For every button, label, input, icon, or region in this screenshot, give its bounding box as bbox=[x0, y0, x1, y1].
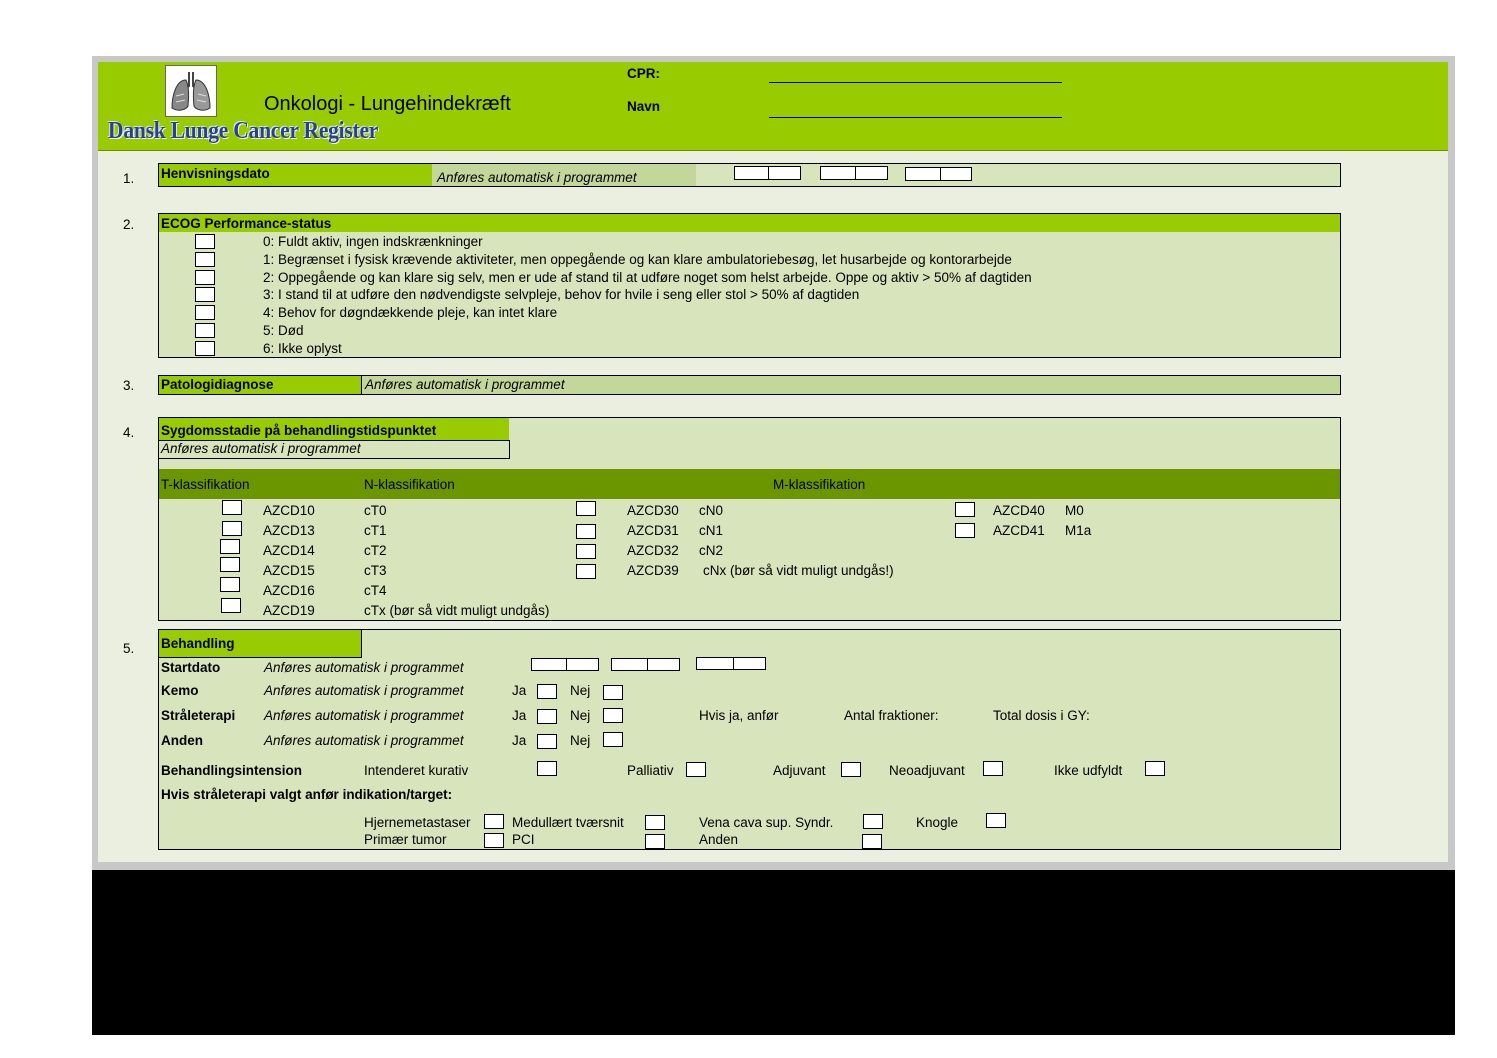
m-azcd40-checkbox[interactable] bbox=[955, 502, 975, 517]
target-option-label: Anden bbox=[699, 832, 739, 847]
section-4-auto-text: Anføres automatisk i programmet bbox=[161, 441, 361, 456]
intension-option-label: Ikke udfyldt bbox=[1054, 763, 1123, 778]
ecog-5-label: 5: Død bbox=[263, 323, 304, 338]
kemo-ja-label: Ja bbox=[512, 683, 527, 698]
kemo-label: Kemo bbox=[161, 683, 199, 698]
t-code: AZCD15 bbox=[263, 563, 315, 578]
section-2-header bbox=[159, 214, 1340, 232]
section-3-number: 3. bbox=[123, 378, 135, 393]
form-title: Onkologi - Lungehindekræft bbox=[264, 93, 511, 115]
section-5-title: Behandling bbox=[161, 636, 235, 651]
t-code: AZCD16 bbox=[263, 583, 315, 598]
name-label: Navn bbox=[627, 99, 661, 114]
referral-month-digit-2[interactable] bbox=[855, 166, 888, 180]
referral-month-digit-1[interactable] bbox=[820, 166, 856, 180]
straaleterapi-label: Stråleterapi bbox=[161, 708, 236, 723]
target-option-label: Primær tumor bbox=[364, 832, 447, 847]
t-code: AZCD14 bbox=[263, 543, 315, 558]
section-4-number: 4. bbox=[123, 425, 135, 440]
intension-ikke-udfyldt-checkbox[interactable] bbox=[1145, 761, 1165, 776]
t-code: AZCD19 bbox=[263, 603, 315, 618]
intension-option-label: Neoadjuvant bbox=[889, 763, 965, 778]
black-footer-area bbox=[92, 870, 1455, 1035]
section-5-number: 5. bbox=[123, 641, 135, 656]
t-azcd15-checkbox[interactable] bbox=[220, 557, 240, 572]
target-anden-checkbox[interactable] bbox=[862, 834, 882, 849]
t-label: cT3 bbox=[364, 563, 387, 578]
ecog-3-label: 3: I stand til at udføre den nødvendigste selvpleje, behov for hvile i seng eller stol > 50% af dagtiden bbox=[263, 287, 860, 302]
anden-auto-text: Anføres automatisk i programmet bbox=[264, 733, 464, 748]
classification-header-bar bbox=[159, 469, 1340, 499]
straaleterapi-auto-text: Anføres automatisk i programmet bbox=[264, 708, 464, 723]
t-label: cT2 bbox=[364, 543, 387, 558]
ecog-1-label: 1: Begrænset i fysisk krævende aktiviteter, men oppegående og kan klare ambulatoriebesøg, let husarbejde og kontorarbejde bbox=[263, 252, 1012, 267]
n-azcd31-checkbox[interactable] bbox=[576, 524, 596, 539]
m-code: AZCD41 bbox=[993, 523, 1045, 538]
kemo-nej-checkbox[interactable] bbox=[603, 685, 623, 700]
intension-kurativ-checkbox[interactable] bbox=[537, 761, 557, 776]
t-label: cT1 bbox=[364, 523, 387, 538]
n-code: AZCD39 bbox=[627, 563, 679, 578]
start-month-digit-1[interactable] bbox=[611, 658, 648, 671]
n-label: cN1 bbox=[699, 523, 724, 538]
m-code: AZCD40 bbox=[993, 503, 1045, 518]
t-azcd16-checkbox[interactable] bbox=[220, 577, 240, 592]
total-dosis-label: Total dosis i GY: bbox=[993, 708, 1090, 723]
name-input-line[interactable] bbox=[769, 101, 1062, 118]
straaleterapi-ja-label: Ja bbox=[512, 708, 527, 723]
ecog-6-label: 6: Ikke oplyst bbox=[263, 341, 342, 356]
ecog-6-checkbox[interactable] bbox=[195, 341, 215, 356]
straaleterapi-nej-label: Nej bbox=[570, 708, 591, 723]
referral-year-digit-1[interactable] bbox=[905, 167, 941, 181]
start-month-digit-2[interactable] bbox=[647, 658, 680, 671]
referral-day-digit-1[interactable] bbox=[734, 166, 769, 180]
anden-nej-label: Nej bbox=[570, 733, 591, 748]
start-year-digit-2[interactable] bbox=[733, 657, 766, 670]
ecog-4-checkbox[interactable] bbox=[195, 305, 215, 320]
cpr-label: CPR: bbox=[627, 66, 660, 81]
n-label: cNx (bør så vidt muligt undgås!) bbox=[703, 563, 894, 578]
t-azcd10-checkbox[interactable] bbox=[222, 500, 242, 515]
n-label: cN0 bbox=[699, 503, 724, 518]
target-option-label: Knogle bbox=[916, 815, 959, 830]
target-option-label: Medullært tværsnit bbox=[512, 815, 624, 830]
startdato-auto-text: Anføres automatisk i programmet bbox=[264, 660, 464, 675]
n-azcd39-checkbox[interactable] bbox=[576, 564, 596, 579]
n-classification-header: N-klassifikation bbox=[364, 477, 455, 492]
target-knogle-checkbox[interactable] bbox=[986, 813, 1006, 828]
ecog-4-label: 4: Behov for døgndækkende pleje, kan intet klare bbox=[263, 305, 558, 320]
t-label: cT4 bbox=[364, 583, 387, 598]
cpr-input-line[interactable] bbox=[769, 66, 1062, 83]
ecog-5-checkbox[interactable] bbox=[195, 323, 215, 338]
target-hjernemetastaser-checkbox[interactable] bbox=[484, 814, 504, 829]
intension-adjuvant-checkbox[interactable] bbox=[841, 762, 861, 777]
ecog-3-checkbox[interactable] bbox=[195, 287, 215, 302]
ecog-2-label: 2: Oppegående og kan klare sig selv, men er ude af stand til at udføre noget som helst arbejde. Oppe og aktiv > 50% af dagtiden bbox=[263, 270, 1032, 285]
n-label: cN2 bbox=[699, 543, 724, 558]
t-code: AZCD13 bbox=[263, 523, 315, 538]
ecog-1-checkbox[interactable] bbox=[195, 252, 215, 267]
section-1-title: Henvisningsdato bbox=[161, 166, 270, 181]
section-2-title: ECOG Performance-status bbox=[161, 216, 332, 231]
start-year-digit-1[interactable] bbox=[696, 657, 734, 670]
kemo-ja-checkbox[interactable] bbox=[537, 684, 557, 699]
straaleterapi-ja-checkbox[interactable] bbox=[537, 709, 557, 724]
intension-neoadjuvant-checkbox[interactable] bbox=[983, 761, 1003, 776]
t-azcd13-checkbox[interactable] bbox=[222, 521, 242, 536]
target-vena-cava-checkbox[interactable] bbox=[863, 814, 883, 829]
target-option-label: PCI bbox=[512, 832, 535, 847]
section-1-number: 1. bbox=[123, 171, 135, 186]
intension-option-label: Intenderet kurativ bbox=[364, 763, 469, 778]
t-label: cTx (bør så vidt muligt undgås) bbox=[364, 603, 550, 618]
lung-logo bbox=[165, 65, 217, 117]
antal-fraktioner-label: Antal fraktioner: bbox=[844, 708, 939, 723]
n-azcd30-checkbox[interactable] bbox=[576, 501, 596, 516]
start-day-digit-2[interactable] bbox=[566, 658, 599, 671]
anden-ja-checkbox[interactable] bbox=[537, 734, 557, 749]
target-option-label: Vena cava sup. Syndr. bbox=[699, 815, 834, 830]
intension-palliativ-checkbox[interactable] bbox=[686, 762, 706, 777]
anden-nej-checkbox[interactable] bbox=[603, 732, 623, 747]
m-classification-header: M-klassifikation bbox=[773, 477, 866, 492]
anden-ja-label: Ja bbox=[512, 733, 527, 748]
kemo-nej-label: Nej bbox=[570, 683, 591, 698]
m-label: M0 bbox=[1065, 503, 1084, 518]
target-medullaert-checkbox[interactable] bbox=[645, 815, 665, 830]
t-label: cT0 bbox=[364, 503, 387, 518]
anden-label: Anden bbox=[161, 733, 203, 748]
t-classification-header: T-klassifikation bbox=[161, 477, 250, 492]
n-code: AZCD31 bbox=[627, 523, 679, 538]
section-4-title: Sygdomsstadie på behandlingstidspunktet bbox=[161, 423, 437, 438]
target-label: Hvis stråleterapi valgt anfør indikation/target: bbox=[161, 787, 453, 802]
referral-year-digit-2[interactable] bbox=[940, 167, 972, 181]
referral-day-digit-2[interactable] bbox=[768, 166, 801, 180]
m-azcd41-checkbox[interactable] bbox=[955, 523, 975, 538]
section-3-auto-text: Anføres automatisk i programmet bbox=[365, 377, 565, 392]
intension-option-label: Palliativ bbox=[627, 763, 674, 778]
startdato-label: Startdato bbox=[161, 660, 221, 675]
intension-label: Behandlingsintension bbox=[161, 763, 303, 778]
target-option-label: Hjernemetastaser bbox=[364, 815, 471, 830]
kemo-auto-text: Anføres automatisk i programmet bbox=[264, 683, 464, 698]
target-primaer-tumor-checkbox[interactable] bbox=[484, 833, 504, 848]
section-3-title: Patologidiagnose bbox=[161, 377, 274, 392]
hvis-ja-label: Hvis ja, anfør bbox=[699, 708, 779, 723]
ecog-2-checkbox[interactable] bbox=[195, 270, 215, 285]
n-code: AZCD32 bbox=[627, 543, 679, 558]
section-1-auto-text: Anføres automatisk i programmet bbox=[437, 170, 637, 185]
ecog-0-label: 0: Fuldt aktiv, ingen indskrænkninger bbox=[263, 234, 483, 249]
n-code: AZCD30 bbox=[627, 503, 679, 518]
t-code: AZCD10 bbox=[263, 503, 315, 518]
section-2-number: 2. bbox=[123, 217, 135, 232]
ecog-0-checkbox[interactable] bbox=[195, 234, 215, 249]
n-azcd32-checkbox[interactable] bbox=[576, 544, 596, 559]
t-azcd19-checkbox[interactable] bbox=[221, 598, 241, 613]
lungs-icon bbox=[166, 66, 216, 116]
t-azcd14-checkbox[interactable] bbox=[220, 539, 240, 554]
register-name: Dansk Lunge Cancer Register bbox=[108, 118, 379, 144]
intension-option-label: Adjuvant bbox=[773, 763, 826, 778]
straaleterapi-nej-checkbox[interactable] bbox=[603, 708, 623, 723]
target-pci-checkbox[interactable] bbox=[645, 834, 665, 849]
m-label: M1a bbox=[1065, 523, 1092, 538]
start-day-digit-1[interactable] bbox=[531, 658, 567, 671]
